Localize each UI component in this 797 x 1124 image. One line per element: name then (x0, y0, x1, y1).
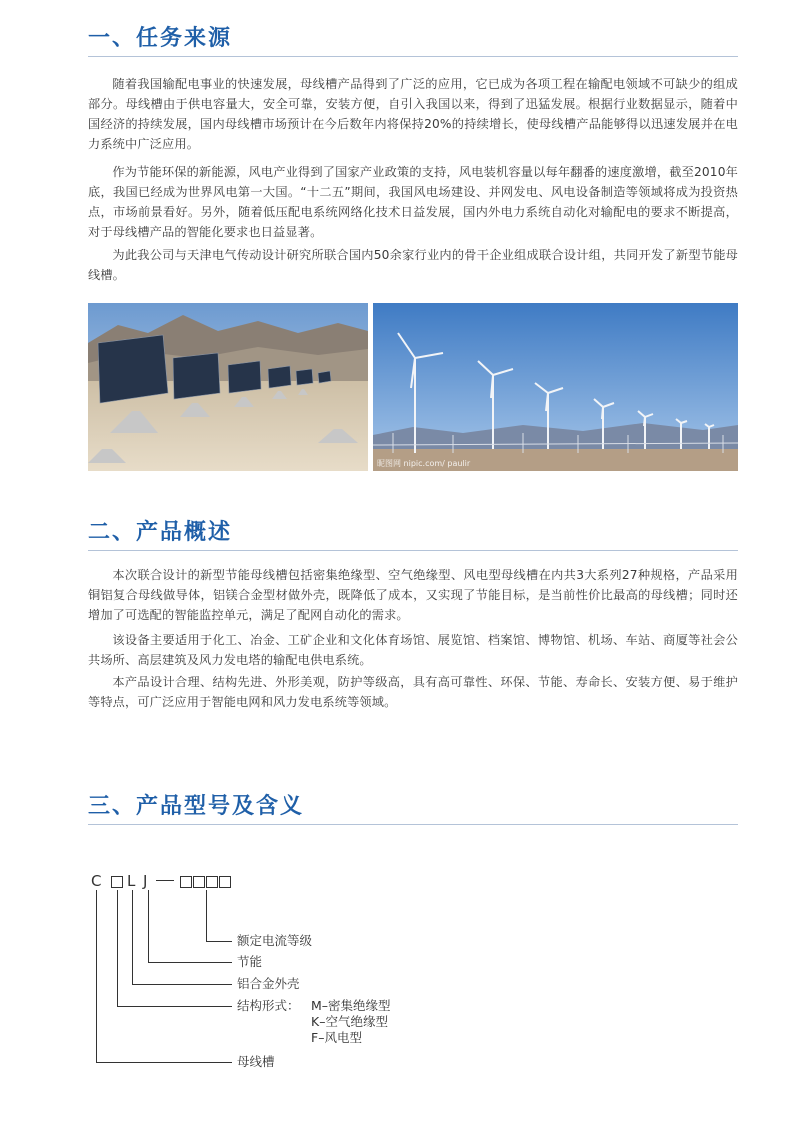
section-divider (88, 550, 738, 551)
section-divider (88, 56, 738, 57)
code-box-current (193, 876, 205, 888)
label-structure-m: M–密集绝缘型 (311, 998, 391, 1013)
connector-line (117, 1006, 232, 1007)
code-box-current (180, 876, 192, 888)
code-letter-j: J (143, 872, 148, 890)
paragraph: 该设备主要适用于化工、冶金、工矿企业和文化体育场馆、展览馆、档案馆、博物馆、机场、车站、商厦等社会公共场所、高层建筑及风力发电塔的输配电供电系统。 (88, 633, 738, 667)
connector-line (117, 890, 118, 1006)
connector-line (96, 1062, 232, 1063)
connector-line (206, 890, 207, 941)
code-box-current (219, 876, 231, 888)
connector-line (148, 890, 149, 962)
paragraph: 随着我国输配电事业的快速发展，母线槽产品得到了广泛的应用，它已成为各项工程在输配电领域不可缺少的组成部分。母线槽由于供电容量大，安全可靠，安装方便，自引入我国以来，得到了迅猛发展。根据行业数据显示，随着中国经济的持续发展，国内母线槽市场预计在今后数年内将保持20%的持续增长，使母线槽产品能够得以迅速发展并在电力系统中广泛应用。 (88, 77, 738, 151)
paragraph: 本次联合设计的新型节能母线槽包括密集绝缘型、空气绝缘型、风电型母线槽在内共3大系列27种规格，产品采用铜铝复合母线做导体，铝镁合金型材做外壳，既降低了成本，又实现了节能目标，是当前性价比最高的母线槽；同时还增加了可选配的智能监控单元，满足了配网自动化的需求。 (88, 568, 738, 622)
solar-panels-photo (88, 303, 368, 471)
section-title-model-meaning: 三、产品型号及含义 (88, 794, 305, 819)
wind-turbines-photo (373, 303, 738, 471)
label-structure-f: F–风电型 (311, 1030, 362, 1045)
section-title-product-overview: 二、产品概述 (88, 520, 233, 545)
label-structure-k: K–空气绝缘型 (311, 1014, 388, 1029)
paragraph: 本产品设计合理、结构先进、外形美观，防护等级高，具有高可靠性、环保、节能、寿命长、安装方便、易于维护等特点，可广泛应用于智能电网和风力发电系统等领域。 (88, 675, 738, 709)
label-housing: 铝合金外壳 (237, 976, 300, 991)
paragraph: 作为节能环保的新能源，风电产业得到了国家产业政策的支持，风电装机容量以每年翻番的速度激增，截至2010年底，我国已经成为世界风电第一大国。“十二五”期间，我国风电场建设、并网发电、风电设备制造等领域将成为投资热点，市场前景看好。另外，随着低压配电系统网络化技术日益发展，国内外电力系统自动化对输配电的要求不断提高，对于母线槽产品的智能化要求也日益显著。 (88, 165, 738, 239)
code-letter-c: C (91, 872, 102, 890)
connector-line (96, 890, 97, 1062)
code-box-current (206, 876, 218, 888)
paragraph: 为此我公司与天津电气传动设计研究所联合国内50余家行业内的骨干企业组成联合设计组，共同开发了新型节能母线槽。 (88, 248, 738, 282)
connector-line (132, 984, 232, 985)
code-letter-l: L (127, 872, 136, 890)
label-rated-current: 额定电流等级 (237, 933, 313, 948)
connector-line (148, 962, 232, 963)
connector-line (132, 890, 133, 984)
photo-watermark: 昵图网 nipic.com/ paulir (377, 459, 471, 468)
label-energy-saving: 节能 (237, 954, 263, 969)
section-title-task-source: 一、任务来源 (88, 26, 233, 51)
connector-line (206, 941, 232, 942)
label-structure: 结构形式： (237, 998, 300, 1013)
label-busway: 母线槽 (237, 1054, 275, 1069)
code-dash (156, 880, 174, 881)
section-divider (88, 824, 738, 825)
code-box-structure (111, 876, 123, 888)
